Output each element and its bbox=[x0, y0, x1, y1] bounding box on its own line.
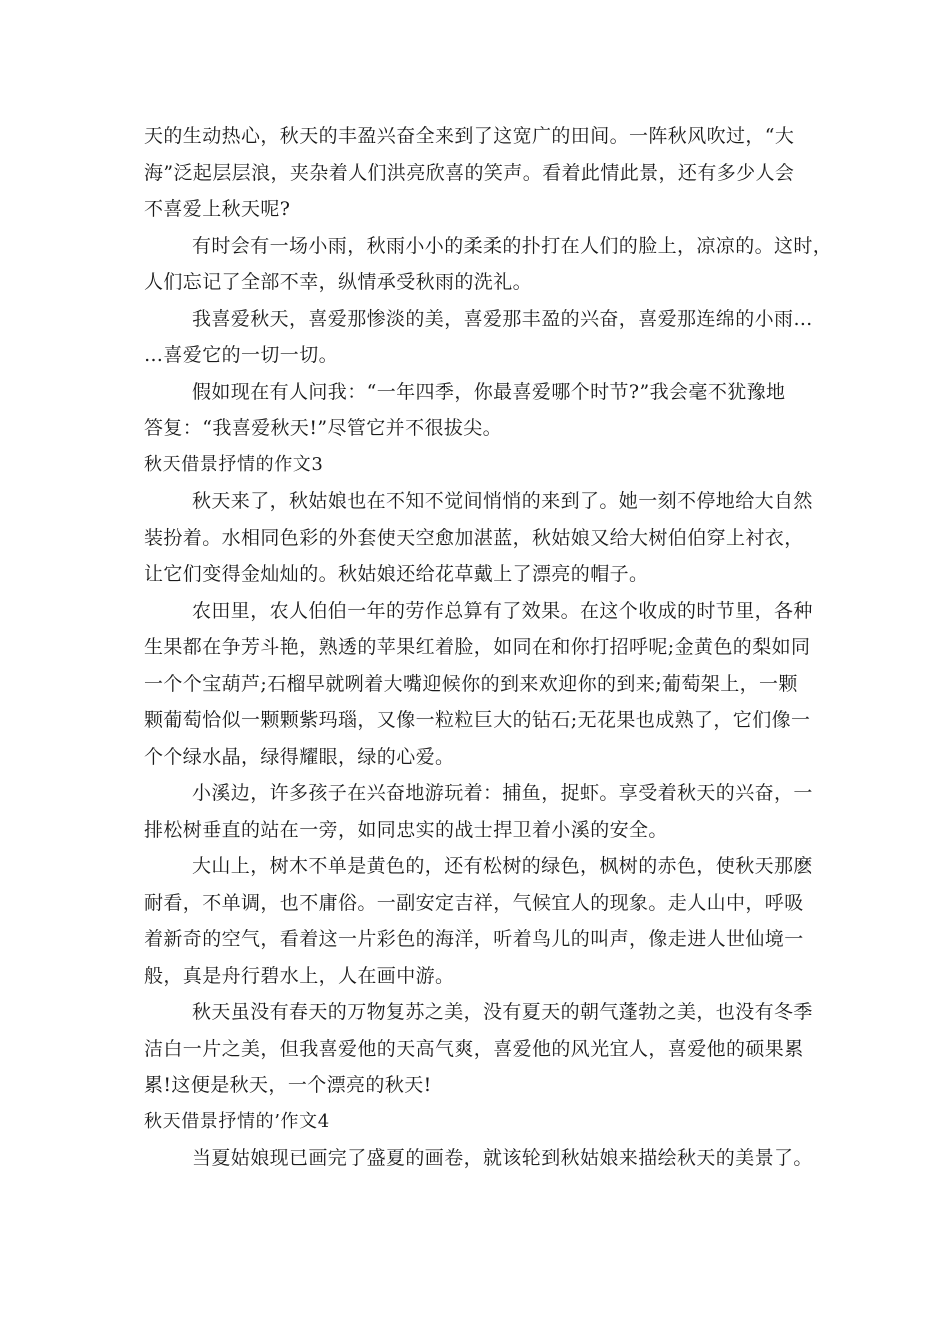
paragraph-line: 洁白一片之美，但我喜爱他的天高气爽，喜爱他的风光宜人，喜爱他的硕果累 bbox=[144, 1037, 804, 1060]
paragraph-line: 有时会有一场小雨，秋雨小小的柔柔的扑打在人们的脸上，凉凉的。这时， bbox=[192, 234, 833, 257]
paragraph-line: 让它们变得金灿灿的。秋姑娘还给花草戴上了漂亮的帽子。 bbox=[144, 563, 649, 585]
paragraph-line: 农田里，农人伯伯一年的劳作总算有了效果。在这个收成的时节里，各种 bbox=[192, 599, 813, 622]
paragraph bbox=[144, 1140, 813, 1177]
paragraph bbox=[144, 483, 813, 593]
paragraph-line: 般，真是舟行碧水上，人在画中游。 bbox=[144, 964, 455, 987]
paragraph-line: 小溪边，许多孩子在兴奋地游玩着：捕鱼，捉虾。享受着秋天的兴奋，一 bbox=[192, 782, 813, 804]
paragraph-line: 耐看，不单调，也不庸俗。一副安定吉祥，气候宜人的现象。走人山中，呼吸 bbox=[144, 891, 804, 914]
paragraph-line: 生果都在争芳斗艳，熟透的苹果红着脸，如同在和你打招呼呢;金黄色的梨如同 bbox=[144, 636, 811, 658]
paragraph bbox=[144, 228, 833, 301]
paragraph-line: 一个个宝葫芦;石榴早就咧着大嘴迎候你的到来欢迎你的到来;葡萄架上，一颗 bbox=[144, 672, 798, 695]
section-heading bbox=[144, 1104, 808, 1141]
paragraph bbox=[144, 848, 813, 994]
document-page bbox=[144, 118, 833, 1177]
paragraph bbox=[144, 301, 813, 374]
paragraph-line: 秋天虽没有春天的万物复苏之美，没有夏天的朝气蓬勃之美，也没有冬季 bbox=[192, 1001, 813, 1023]
paragraph bbox=[144, 994, 813, 1104]
paragraph-line: 累!这便是秋天，一个漂亮的秋天! bbox=[144, 1074, 432, 1096]
paragraph-line: 当夏姑娘现已画完了盛夏的画卷，就该轮到秋姑娘来描绘秋天的美景了。 bbox=[192, 1147, 813, 1169]
paragraph bbox=[144, 775, 813, 848]
paragraph-line: 大山上，树木不单是黄色的，还有松树的绿色，枫树的赤色，使秋天那麽 bbox=[192, 855, 813, 877]
paragraph bbox=[144, 118, 808, 228]
section-heading bbox=[144, 447, 808, 484]
paragraph-line: 天的生动热心，秋天的丰盈兴奋全来到了这宽广的田间。一阵秋风吹过，“大 bbox=[144, 125, 795, 147]
heading-text: 秋天借景抒情的’作文4 bbox=[144, 1110, 330, 1132]
paragraph-line: 人们忘记了全部不幸，纵情承受秋雨的洗礼。 bbox=[144, 271, 533, 293]
paragraph-line: 个个绿水晶，绿得耀眼，绿的心爱。 bbox=[144, 745, 455, 768]
paragraph-line: 我喜爱秋天，喜爱那惨淡的美，喜爱那丰盈的兴奋，喜爱那连绵的小雨… bbox=[192, 307, 813, 330]
paragraph-line: 装扮着。水相同色彩的外套使天空愈加湛蓝，秋姑娘又给大树伯伯穿上衬衣， bbox=[144, 526, 804, 549]
paragraph-line: 答复：“我喜爱秋天!”尽管它并不很拔尖。 bbox=[144, 417, 503, 439]
paragraph-line: 不喜爱上秋天呢? bbox=[144, 198, 291, 220]
paragraph bbox=[144, 593, 813, 776]
paragraph-line: 排松树垂直的站在一旁，如同忠实的战士捍卫着小溪的安全。 bbox=[144, 818, 668, 841]
paragraph-line: …喜爱它的一切一切。 bbox=[144, 344, 339, 366]
paragraph bbox=[144, 374, 808, 447]
paragraph-line: 着新奇的空气，看着这一片彩色的海洋，听着鸟儿的叫声，像走进人世仙境一 bbox=[144, 928, 804, 950]
heading-text: 秋天借景抒情的作文3 bbox=[144, 453, 324, 475]
paragraph-line: 假如现在有人问我：“一年四季，你最喜爱哪个时节?”我会毫不犹豫地 bbox=[192, 380, 786, 403]
paragraph-line: 颗葡萄恰似一颗颗紫玛瑙，又像一粒粒巨大的钻石;无花果也成熟了，它们像一 bbox=[144, 709, 811, 731]
paragraph-line: 秋天来了，秋姑娘也在不知不觉间悄悄的来到了。她一刻不停地给大自然 bbox=[192, 490, 813, 512]
paragraph-line: 海”泛起层层浪，夹杂着人们洪亮欣喜的笑声。看着此情此景，还有多少人会 bbox=[144, 161, 795, 184]
